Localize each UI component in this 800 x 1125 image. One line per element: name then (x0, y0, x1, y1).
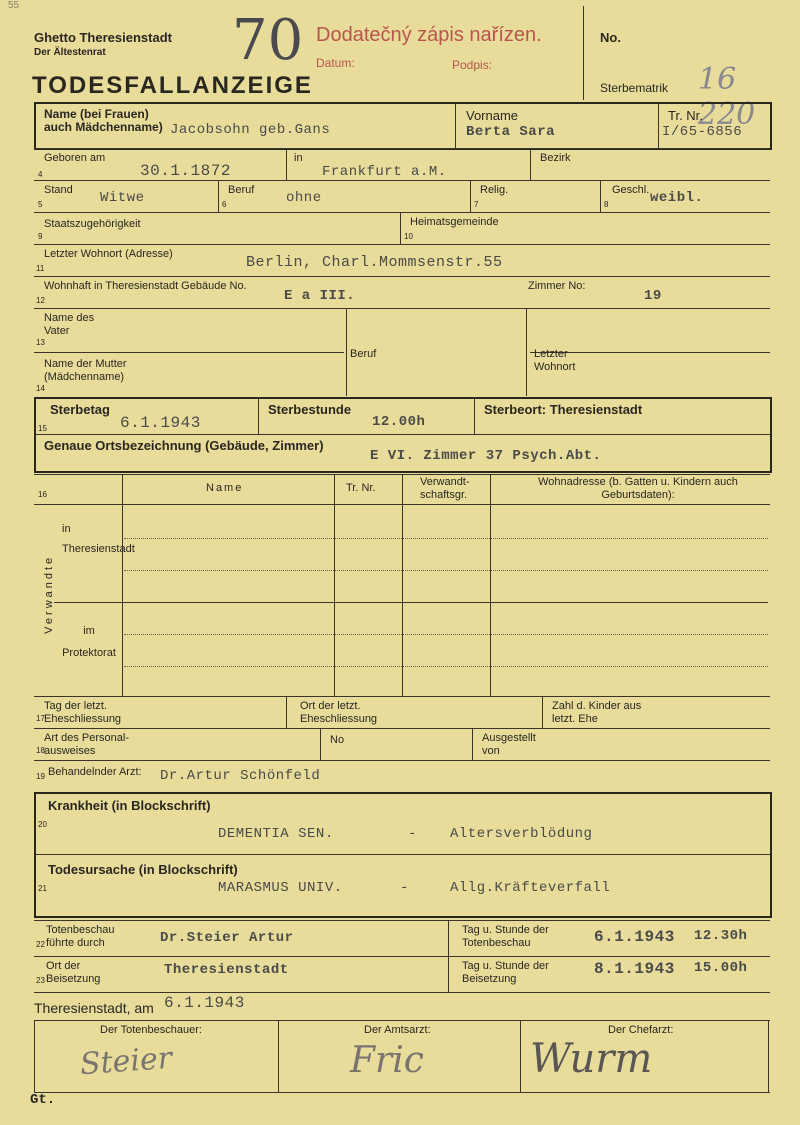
datum-label: Datum: (316, 56, 355, 70)
toten-value: Dr.Steier Artur (160, 930, 294, 946)
in-label: in (294, 152, 303, 164)
rel-col-trnr: Tr. Nr. (346, 482, 376, 494)
geschl-label: Geschl. (612, 184, 650, 196)
wohnhaft-label: Wohnhaft in Theresienstadt Gebäude No. (44, 280, 247, 292)
toten-label: Totenbeschau führte durch (46, 924, 115, 949)
sterbestunde-value: 12.00h (372, 414, 426, 430)
tag-toten-date: 6.1.1943 (594, 928, 675, 946)
ursache-dash: - (400, 880, 409, 896)
zimmer-value: 19 (644, 288, 662, 304)
signature-amtsarzt: Fric (350, 1040, 424, 1081)
place-date-label: Theresienstadt, am (34, 1000, 154, 1016)
relig-label: Relig. (480, 184, 509, 196)
geboren-label: Geboren am (44, 152, 106, 164)
tag-beis-date: 8.1.1943 (594, 960, 675, 978)
staats-label: Staatszugehörigkeit (44, 218, 141, 230)
sig1-label: Der Totenbeschauer: (100, 1024, 202, 1036)
bezirk-label: Bezirk (540, 152, 571, 164)
doctor-label: Behandelnder Arzt: (48, 766, 142, 778)
rel-in-there: in Theresienstadt (62, 523, 135, 555)
addendum-stamp: Dodatečný zápis nařízen. (316, 24, 542, 46)
tag-toten-time: 12.30h (694, 928, 748, 944)
no2-label: No (330, 734, 345, 746)
beruf-value: ohne (286, 190, 322, 206)
geboren-value: 30.1.1872 (140, 162, 231, 180)
sterbetag-value: 6.1.1943 (120, 414, 201, 432)
trnr-value: I/65-6856 (662, 124, 743, 140)
zimmer-label: Zimmer No: (528, 280, 586, 292)
rel-col-verw: Verwandt-schaftsgr. (420, 476, 470, 501)
initials: Gt. (30, 1092, 56, 1108)
vorname-label: Vorname (466, 108, 519, 123)
sterbestunde-label: Sterbestunde (268, 402, 352, 417)
vater-label: Name des Vater (44, 312, 95, 337)
wohnhaft-value: E a III. (284, 288, 356, 304)
sig2-label: Der Amtsarzt: (364, 1024, 431, 1036)
wohnort-value: Berlin, Charl.Mommsenstr.55 (246, 254, 503, 271)
signature-chefarzt: Wurm (530, 1036, 653, 1082)
tag-beis-time: 15.00h (694, 960, 748, 976)
sterbetag-label: Sterbetag (50, 402, 110, 417)
doctor-value: Dr.Artur Schönfeld (160, 768, 321, 784)
ursache-label: Todesursache (in Blockschrift) (48, 862, 238, 877)
sterbematrik-value: 16 220 (698, 62, 756, 132)
no-label: No. (600, 30, 621, 45)
rel-im-prot: im Protektorat (62, 625, 116, 659)
mutter-label: Name der Mutter (Mädchenname) (44, 358, 127, 383)
kinder-label: Zahl d. Kinder aus letzt. Ehe (552, 700, 642, 725)
ort-ehe-label: Ort der letzt. Eheschliessung (300, 700, 378, 725)
wohnort-label: Letzter Wohnort (Adresse) (44, 248, 173, 260)
ort-beis-label: Ort der Beisetzung (46, 960, 101, 985)
ort-beis-value: Theresienstadt (164, 962, 289, 978)
sterbematrik-label: Sterbematrik (600, 81, 669, 95)
stand-label: Stand (44, 184, 73, 196)
orts-value: E VI. Zimmer 37 Psych.Abt. (370, 448, 602, 464)
stand-value: Witwe (100, 190, 145, 206)
tag-toten-label: Tag u. Stunde der Totenbeschau (462, 924, 549, 949)
stamp-number: 70 (232, 8, 304, 73)
rel-col-name: Name (206, 482, 244, 494)
heimat-label: Heimatsgemeinde (410, 216, 499, 228)
letzter-wohnort-label: Letzter Wohnort (534, 348, 576, 373)
orts-label: Genaue Ortsbezeichnung (Gebäude, Zimmer) (44, 438, 324, 453)
trnr-label: Tr. Nr. (668, 108, 703, 123)
tag-ehe-label: Tag der letzt. Eheschliessung (44, 700, 122, 725)
tag-beis-label: Tag u. Stunde der Beisetzung (462, 960, 549, 985)
beruf-label: Beruf (228, 184, 255, 196)
sterbeort-label: Sterbeort: Theresienstadt (484, 402, 643, 417)
council-name: Der Ältestenrat (34, 47, 106, 58)
krankheit-dash: - (408, 826, 417, 842)
geschl-value: weibl. (650, 190, 704, 206)
name-label: Name (bei Frauen) auch Mädchenname) (44, 107, 163, 135)
name-value: Jacobsohn geb.Gans (170, 122, 331, 138)
sig3-label: Der Chefarzt: (608, 1024, 674, 1036)
place-date-value: 6.1.1943 (164, 994, 245, 1012)
in-value: Frankfurt a.M. (322, 164, 447, 180)
krankheit-label: Krankheit (in Blockschrift) (48, 798, 211, 813)
vorname-value: Berta Sara (466, 124, 556, 140)
corner-note: 55 (8, 0, 20, 11)
signature-totenbeschauer: Steier (78, 1040, 174, 1083)
form-title: TODESFALLANZEIGE (32, 72, 313, 99)
rel-side-label: Verwandte (43, 554, 56, 634)
krankheit-latin: DEMENTIA SEN. (218, 826, 334, 842)
krankheit-german: Altersverblödung (450, 826, 593, 842)
ausweis-label: Art des Personal-ausweises (44, 732, 129, 757)
ursache-german: Allg.Kräfteverfall (450, 880, 611, 896)
beruf2-label: Beruf (350, 348, 377, 360)
ghetto-name: Ghetto Theresienstadt (34, 30, 172, 45)
ausgestellt-label: Ausgestellt von (482, 732, 536, 757)
podpis-label: Podpis: (452, 58, 493, 72)
rel-col-wohn: Wohnadresse (b. Gatten u. Kindern auch Geburtsdaten): (538, 476, 738, 501)
ursache-latin: MARASMUS UNIV. (218, 880, 343, 896)
